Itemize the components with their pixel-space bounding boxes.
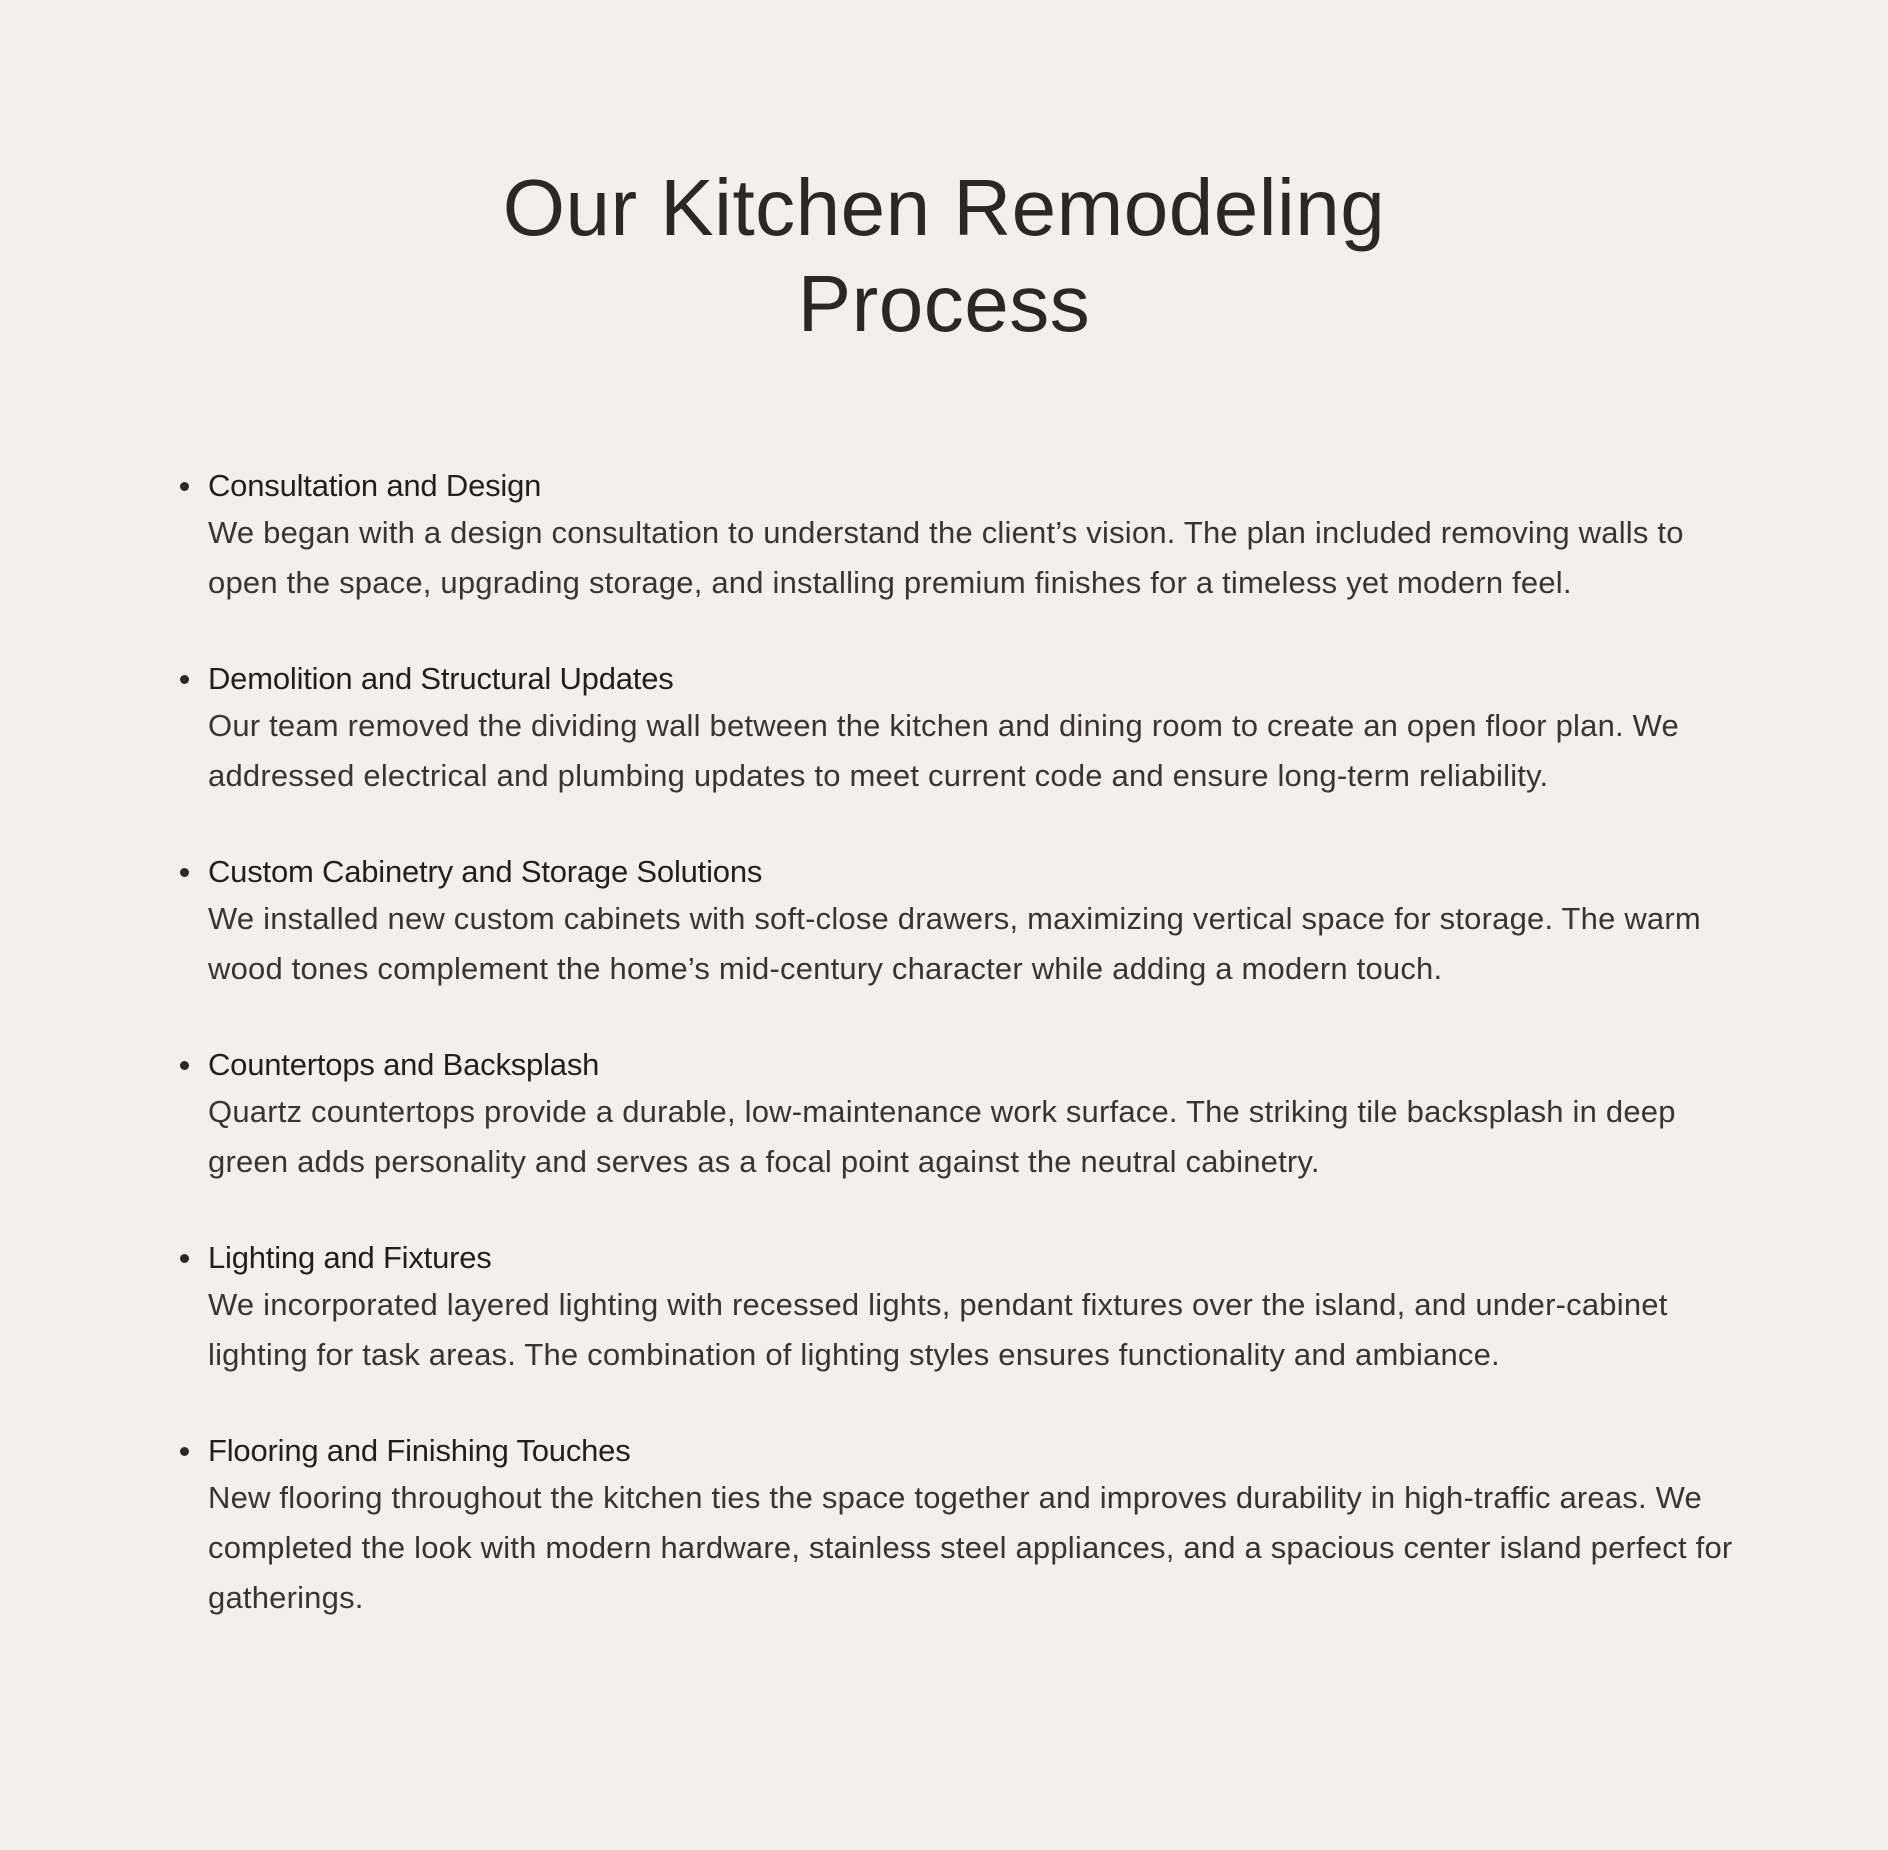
process-steps-list [180, 464, 1760, 1672]
page-title-line-2: Process [797, 259, 1091, 348]
step-title: Lighting and Fixtures [208, 1240, 492, 1275]
step-title: Consultation and Design [208, 468, 542, 503]
process-step-countertops [180, 1043, 1760, 1187]
step-title: Countertops and Backsplash [208, 1047, 600, 1082]
step-description: New flooring throughout the kitchen ties the space together and improves durability in high-traffic areas. We completed the look with modern hardware, stainless steel appliances, and a spacious center island perfect for gatherings. [208, 1480, 1733, 1615]
bullet-icon [180, 868, 189, 877]
process-step-cabinetry [180, 850, 1760, 994]
page-title [0, 160, 1888, 352]
step-title: Demolition and Structural Updates [208, 661, 674, 696]
bullet-icon [180, 675, 189, 684]
step-description: Quartz countertops provide a durable, low-maintenance work surface. The striking tile backsplash in deep green adds personality and serves as a focal point against the neutral cabinetry. [208, 1094, 1676, 1179]
process-step-demolition [180, 657, 1760, 801]
step-title: Custom Cabinetry and Storage Solutions [208, 854, 763, 889]
process-step-flooring [180, 1429, 1760, 1623]
bullet-icon [180, 1254, 189, 1263]
bullet-icon [180, 1447, 189, 1456]
step-description: Our team removed the dividing wall between the kitchen and dining room to create an open floor plan. We addressed electrical and plumbing updates to meet current code and ensure long-term reliability. [208, 708, 1679, 793]
step-description: We began with a design consultation to understand the client’s vision. The plan included removing walls to open the space, upgrading storage, and installing premium finishes for a timeless yet modern feel. [208, 515, 1684, 600]
page-title-line-1: Our Kitchen Remodeling [502, 163, 1386, 252]
step-title: Flooring and Finishing Touches [208, 1433, 631, 1468]
bullet-icon [180, 1061, 189, 1070]
bullet-icon [180, 482, 189, 491]
process-step-lighting [180, 1236, 1760, 1380]
process-step-consultation [180, 464, 1760, 608]
step-description: We incorporated layered lighting with recessed lights, pendant fixtures over the island, and under-cabinet lighting for task areas. The combination of lighting styles ensures functionality and ambiance. [208, 1287, 1668, 1372]
step-description: We installed new custom cabinets with soft-close drawers, maximizing vertical space for storage. The warm wood tones complement the home’s mid-century character while adding a modern touch. [208, 901, 1701, 986]
